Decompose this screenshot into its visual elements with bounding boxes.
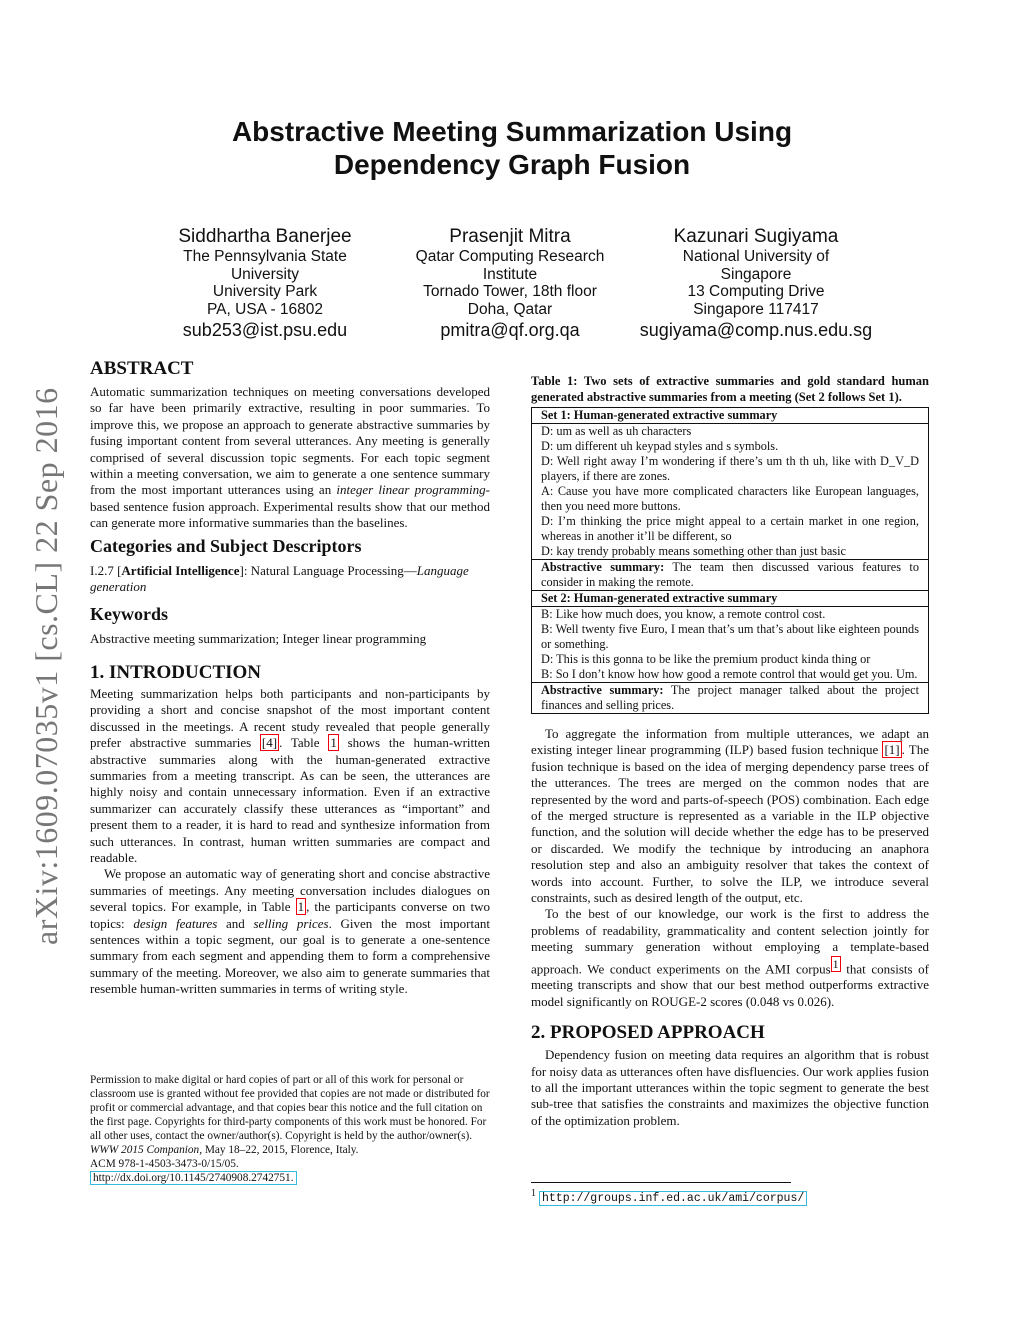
arxiv-stamp: arXiv:1609.07035v1 [cs.CL] 22 Sep 2016 bbox=[28, 387, 64, 945]
author-block-3 bbox=[636, 226, 876, 341]
categories-bold: Artificial Intelligence bbox=[121, 562, 240, 578]
title-line-1: Abstractive Meeting Summarization Using bbox=[231, 116, 793, 147]
author-affiliation: University Park bbox=[212, 283, 318, 300]
table-utterance: D: I’m thinking the price might appeal to a certain market in one region, whereas in another it’ll be different, so bbox=[541, 514, 919, 543]
right-paragraph-1 bbox=[531, 726, 929, 906]
footnote-number: 1 bbox=[531, 1188, 536, 1199]
acm-line: ACM 978-1-4503-3473-0/15/05. bbox=[90, 1158, 239, 1170]
footnote-link[interactable]: 1 bbox=[832, 956, 839, 971]
venue-details: May 18–22, 2015, Florence, Italy. bbox=[202, 1144, 359, 1156]
intro-text: . Given the most important sentences within a topic segment, our goal is to generate a one-sentence summary from each segment and appending them to form a comprehensive summary of the meeting. Moreover, we also aim to generate summaries that resemble human-written summaries in terms of writing style. bbox=[90, 915, 491, 997]
abstract-text-part: -based sentence fusion approach. Experimental results show that our method can generate more informative summaries than the baselines. bbox=[90, 482, 490, 531]
categories-emphasis: Language generation bbox=[90, 562, 469, 595]
body-text: that consists of meeting transcripts and show that our best method outperforms extractive model significantly on ROUGE-2 scores (0.048 vs 0.026). bbox=[531, 961, 929, 1009]
author-email: pmitra@qf.org.qa bbox=[440, 320, 580, 340]
author-affiliation: Singapore bbox=[720, 265, 792, 283]
body-text: To the best of our knowledge, our work is the first to address the problems of readability, grammaticality and content selection jointly for meeting summary generation without employing a template-based approach. We conduct experiments on the AMI corpus bbox=[531, 906, 929, 977]
table-caption-label: Table 1: bbox=[531, 374, 578, 388]
doi-link[interactable]: http://dx.doi.org/10.1145/2740908.2742751. bbox=[90, 1171, 297, 1185]
footnote-url-link[interactable]: http://groups.inf.ed.ac.uk/ami/corpus/ bbox=[539, 1191, 807, 1206]
table-utterance: D: kay trendy probably means something other than just basic bbox=[541, 544, 846, 558]
abstract-text-part: Automatic summarization techniques on meeting conversations developed so far have been primarily extractive, resulting in poor summaries. To improve this, we propose an approach to generate abstractive summaries by fusing important content from several utterances. Any meeting is generally comprised of several discussion topic segments. For each topic segment within a meeting conversation, we aim to generate a one sentence summary from the most important utterances using an bbox=[90, 384, 490, 498]
abstractive-label: Abstractive summary: bbox=[541, 560, 665, 574]
title-line-2: Dependency Graph Fusion bbox=[333, 149, 691, 180]
categories-heading: Categories and Subject Descriptors bbox=[90, 535, 362, 556]
author-block-2 bbox=[390, 226, 630, 341]
abstract-emphasis: integer linear programming bbox=[336, 482, 486, 498]
abstractive-label: Abstractive summary: bbox=[541, 683, 664, 697]
author-affiliation: The Pennsylvania State bbox=[183, 248, 347, 265]
table-utterance: D: um different uh keypad styles and s symbols. bbox=[541, 439, 779, 453]
abstractive-text: The team then discussed various features to consider in making the remote. bbox=[541, 560, 919, 589]
author-name: Kazunari Sugiyama bbox=[673, 226, 839, 247]
citation-link[interactable]: [4] bbox=[261, 735, 278, 751]
summary-table bbox=[531, 407, 929, 714]
intro-paragraph-2 bbox=[90, 866, 490, 997]
citation-link[interactable]: [1] bbox=[884, 742, 900, 758]
author-block-1 bbox=[145, 226, 385, 341]
table-heading: Set 2: Human-generated extractive summary bbox=[541, 591, 778, 605]
intro-text: We propose an automatic way of generating short and concise abstractive summaries of meetings. Any meeting conversation includes dialogues on several topics. For example, in Table bbox=[90, 866, 490, 915]
table-utterance: D: This is this gonna to be like the premium product kinda thing or bbox=[541, 652, 871, 666]
author-affiliation: PA, USA - 16802 bbox=[206, 300, 324, 318]
table-set2-body bbox=[532, 606, 928, 682]
paper-title bbox=[0, 115, 1024, 181]
footnote-rule bbox=[531, 1182, 791, 1183]
right-column bbox=[531, 374, 929, 1129]
categories-part: ]: Natural Language Processing— bbox=[239, 562, 417, 578]
author-affiliation: University bbox=[230, 265, 300, 283]
author-affiliation: Tornado Tower, 18th floor bbox=[423, 283, 597, 300]
intro-text: Meeting summarization helps both participants and non-participants by providing a short and concise snapshot of the most important content discussed in the meetings. A recent study revealed that people generally prefer abstractive summaries bbox=[90, 685, 490, 751]
intro-text: shows the human-written abstractive summaries along with the human-generated extractive summaries from a meeting transcript. As can be seen, the utterances are highly noisy and contain unnecessary information. Even if an extractive summarizer can accurately classify these utterances as “important” and present them to a reader, it is hard to read and synthesize information from such utterances. In contrast, human written summaries are compact and readable. bbox=[90, 735, 491, 865]
author-affiliation: National University of bbox=[682, 248, 830, 265]
venue-name: WWW 2015 Companion, bbox=[90, 1144, 203, 1156]
footnote bbox=[531, 1186, 807, 1206]
intro-paragraph-1 bbox=[90, 686, 490, 866]
body-text: To aggregate the information from multiple utterances, we adapt an existing integer linear programming (ILP) based fusion technique bbox=[531, 726, 929, 758]
author-email: sugiyama@comp.nus.edu.sg bbox=[639, 320, 873, 340]
doi-line bbox=[90, 1171, 490, 1185]
author-name: Siddhartha Banerjee bbox=[178, 226, 352, 247]
table-set2-header bbox=[532, 590, 928, 606]
table-abstractive-summary-1 bbox=[532, 559, 928, 590]
author-affiliation: Qatar Computing Research bbox=[415, 248, 605, 265]
table-set1-body bbox=[532, 423, 928, 559]
table-utterance: B: Like how much does, you know, a remote control cost. bbox=[541, 607, 826, 621]
intro-emphasis: selling prices bbox=[253, 915, 329, 931]
permission-block bbox=[90, 1073, 490, 1185]
venue-line bbox=[90, 1143, 490, 1157]
table-utterance: D: um as well as uh characters bbox=[541, 424, 692, 438]
permission-text: Permission to make digital or hard copies of part or all of this work for personal or classroom use is granted without fee provided that copies are not made or distributed for profit or commercial advantage, and that copies bear this notice and the full citation on the first page. Copyrights for third-party components of this work must be honored. For all other uses, contact the owner/author(s). Copyright is held by the author/owner(s). bbox=[90, 1074, 490, 1142]
body-text: . The fusion technique is based on the idea of merging dependency parse trees of the utterances. The trees are merged on the common nodes that are represented by the word and parts-of-speech (POS) combination. Each edge of the merged structure is represented as a variable in the ILP objective function, and the solution will decide whether the edge has to be preserved or discarded. We modify the technique by introducing an anaphora resolution step and also an ambiguity resolver that takes the context of words into account. Further, to solve the ILP, we introduce several constraints, such as desired length of the output, etc. bbox=[531, 742, 929, 906]
table-caption-text: Two sets of extractive summaries and gold standard human generated abstractive summaries from a meeting (Set 2 follows Set 1). bbox=[531, 374, 929, 404]
right-paragraph-2 bbox=[531, 906, 929, 1010]
author-affiliation: 13 Computing Drive bbox=[687, 283, 825, 300]
table-utterance: A: Cause you have more complicated characters like European languages, then you need more buttons. bbox=[541, 484, 919, 513]
keywords-heading: Keywords bbox=[90, 604, 168, 625]
left-column bbox=[90, 358, 490, 998]
categories-part: I.2.7 [ bbox=[90, 562, 122, 578]
author-affiliation: Institute bbox=[482, 265, 538, 283]
author-affiliation: Singapore 117417 bbox=[693, 300, 819, 318]
table-heading: Set 1: Human-generated extractive summary bbox=[541, 408, 778, 422]
table-reference-link[interactable]: 1 bbox=[297, 899, 305, 915]
table-abstractive-summary-2 bbox=[532, 682, 928, 713]
introduction-heading: 1. INTRODUCTION bbox=[90, 661, 262, 683]
abstractive-text: The project manager talked about the project finances and selling prices. bbox=[541, 683, 919, 712]
categories-text bbox=[90, 563, 490, 596]
keywords-text: Abstractive meeting summarization; Integer linear programming bbox=[90, 631, 427, 647]
author-email: sub253@ist.psu.edu bbox=[182, 320, 348, 340]
intro-text: . Table bbox=[279, 735, 329, 751]
approach-heading: 2. PROPOSED APPROACH bbox=[531, 1022, 765, 1044]
intro-text: , the participants converse on two topics: bbox=[90, 899, 490, 931]
table-utterance: B: So I don’t know how how good a remote control that would get you. Um. bbox=[541, 667, 918, 681]
table-utterance: D: Well right away I’m wondering if there’s um th th uh, like with D_V_D players, if there are zones. bbox=[541, 454, 919, 483]
author-name: Prasenjit Mitra bbox=[449, 226, 571, 247]
abstract-heading: ABSTRACT bbox=[90, 358, 194, 379]
abstract-text bbox=[90, 384, 490, 532]
table-caption bbox=[531, 374, 929, 405]
intro-text: and bbox=[217, 915, 254, 931]
approach-paragraph: Dependency fusion on meeting data requires an algorithm that is robust for noisy data as utterances often have disfluencies. Our work applies fusion to all the important utterances within the topic segment to generate the best sub-tree that satisfies the constraints and maximizes the objective function of the optimization problem. bbox=[531, 1047, 929, 1128]
intro-emphasis: design features bbox=[133, 915, 218, 931]
author-affiliation: Doha, Qatar bbox=[467, 300, 553, 318]
table-utterance: B: Well twenty five Euro, I mean that’s um that’s about like eighteen pounds or something. bbox=[541, 622, 919, 651]
table-reference-link[interactable]: 1 bbox=[330, 735, 337, 751]
table-set1-header bbox=[532, 408, 928, 423]
